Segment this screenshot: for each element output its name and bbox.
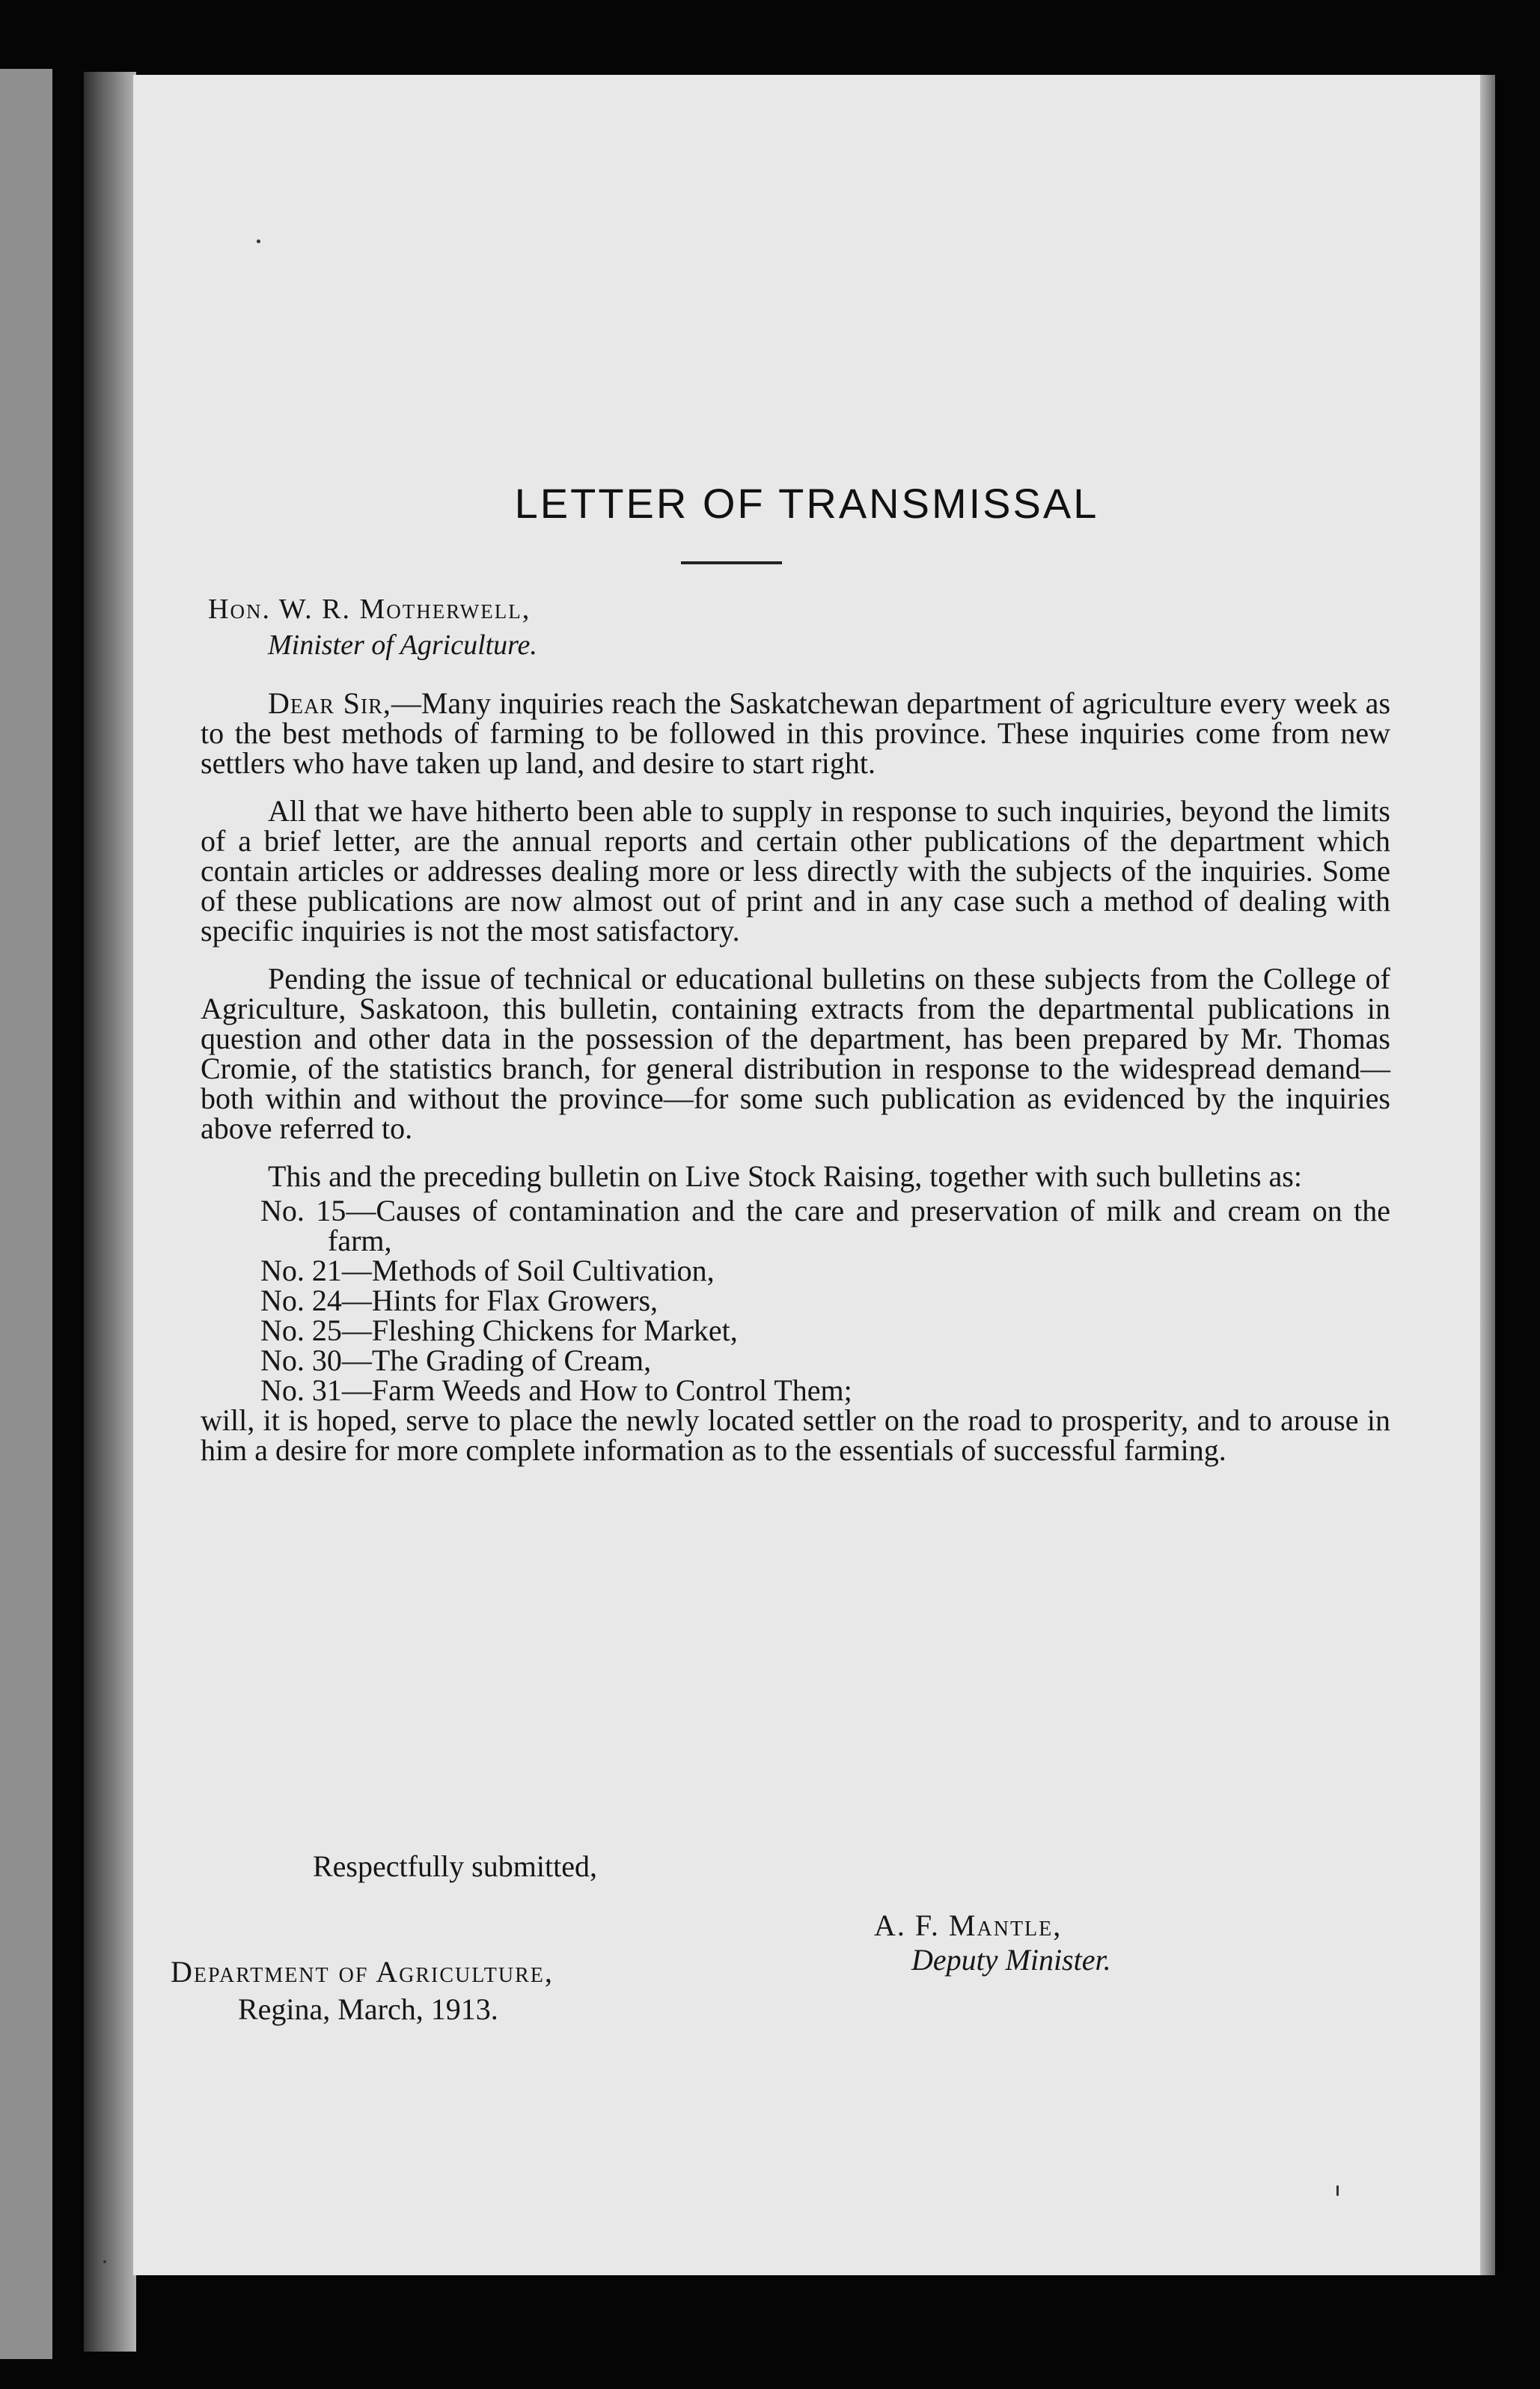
closing-paragraph: will, it is hoped, serve to place the newly located settler on the road to prosperity, and to arouse in him a desire for more complete information as to the essentials of successful farming. bbox=[201, 1403, 1390, 1467]
paragraph-4: This and the preceding bulletin on Live Stock Raising, together with such bulletins as: bbox=[268, 1159, 1302, 1193]
scan-speck bbox=[257, 239, 260, 243]
scan-speck bbox=[103, 2260, 106, 2263]
bulletin-item: No. 30—The Grading of Cream, bbox=[260, 1343, 652, 1377]
page-binding-edge bbox=[84, 72, 136, 2352]
addressee-name: Hon. W. R. Motherwell, bbox=[208, 594, 531, 625]
bulletin-item: No. 24—Hints for Flax Growers, bbox=[260, 1284, 659, 1317]
bulletin-list bbox=[201, 1196, 1390, 1406]
salutation: Dear Sir, bbox=[268, 686, 391, 720]
bulletin-item: No. 21—Methods of Soil Cultivation, bbox=[260, 1254, 715, 1287]
addressee-block bbox=[208, 591, 537, 663]
paragraph-1 bbox=[201, 686, 1391, 780]
bulletin-item: No. 25—Fleshing Chickens for Market, bbox=[260, 1314, 738, 1347]
letter-body bbox=[201, 686, 1391, 1483]
signatory-title: Deputy Minister. bbox=[911, 1943, 1111, 1977]
document-page bbox=[133, 75, 1480, 2275]
scan-left-strip bbox=[0, 69, 52, 2359]
signatory-name: A. F. Mantle, bbox=[874, 1909, 1063, 1942]
department-name: Department of Agriculture, bbox=[171, 1955, 554, 1989]
paragraph-1-text: —Many inquiries reach the Saskatchewan department of agriculture every week as to the best methods of farming to be followed in this province. These inquiries come from new settlers who have taken up land, and desire to start right. bbox=[201, 686, 1391, 780]
department-block bbox=[171, 1953, 554, 2028]
signature-block bbox=[874, 1909, 1111, 1977]
page-title: LETTER OF TRANSMISSAL bbox=[514, 480, 1099, 527]
paragraph-2: All that we have hitherto been able to supply in response to such inquiries, beyond the limits of a brief letter, are the annual reports and certain other publications of the department which contain articles or addresses dealing more or less directly with the subjects of the inquiries. Some of these publications are now almost out of print and in any case such a method of dealing with specific inquiries is not the most satisfactory. bbox=[201, 794, 1390, 948]
bulletin-item: No. 31—Farm Weeds and How to Control Them; bbox=[260, 1373, 852, 1407]
place-and-date: Regina, March, 1913. bbox=[238, 1992, 498, 2026]
complimentary-close: Respectfully submitted, bbox=[313, 1849, 597, 1883]
page-right-edge bbox=[1480, 75, 1495, 2275]
title-rule bbox=[681, 561, 782, 564]
paragraph-3: Pending the issue of technical or educational bulletins on these subjects from the College of Agriculture, Saskatoon, this bulletin, containing extracts from the departmental publications in question and other data in the possession of the department, has been prepared by Mr. Thomas Cromie, of the statistics branch, for general distribution in response to the widespread demand—both within and without the province—for some such publication as evidenced by the inquiries above referred to. bbox=[201, 962, 1390, 1145]
addressee-role: Minister of Agriculture. bbox=[268, 629, 537, 661]
bulletin-item: No. 15—Causes of contamination and the care and preservation of milk and cream on the farm, bbox=[260, 1194, 1390, 1257]
scan-speck bbox=[1336, 2185, 1339, 2196]
